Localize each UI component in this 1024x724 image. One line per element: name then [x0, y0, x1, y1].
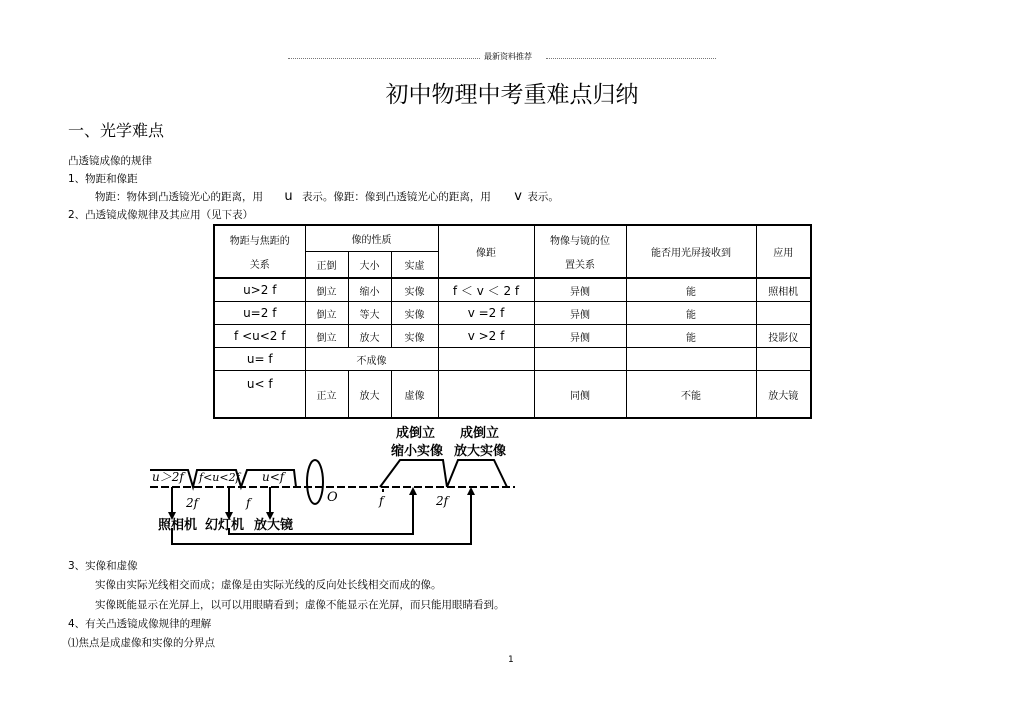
var-v: v — [514, 189, 522, 204]
item3-line2: 实像既能显示在光屏上，以可以用眼睛看到；虚像不能显示在光屏，而只能用眼睛看到。 — [95, 599, 505, 611]
arrowhead-small-image — [409, 487, 417, 495]
item4-sub1: ⑴焦点是成虚像和实像的分界点 — [68, 637, 215, 649]
header-image-distance: 像距 — [438, 225, 534, 278]
cell-size: 缩小 — [348, 278, 391, 302]
item2-heading: 2、凸透镜成像规律及其应用（见下表） — [68, 209, 254, 221]
page-title: 初中物理中考重难点归纳 — [385, 82, 639, 108]
cell-size: 放大 — [348, 325, 391, 348]
header-image-nature: 像的性质 — [305, 225, 438, 252]
zone-label-3: u<f — [262, 470, 285, 484]
cell-cond: u< f — [214, 371, 305, 419]
img-large-line1: 成倒立 — [460, 426, 500, 441]
app-camera: 照相机 — [158, 518, 198, 533]
cell-dist: v >2 f — [438, 325, 534, 348]
topic-heading: 凸透镜成像的规律 — [68, 155, 152, 167]
cell-app: 投影仪 — [756, 325, 811, 348]
header-kind: 实虚 — [391, 252, 438, 279]
header-relation-line2: 关系 — [249, 260, 270, 271]
tick-2f-left: 2f — [186, 496, 199, 510]
cell-orient: 倒立 — [305, 278, 348, 302]
zone-label-1: u＞2f — [152, 470, 184, 484]
img-large-line2: 放大实像 — [454, 444, 507, 459]
cell-kind: 实像 — [391, 278, 438, 302]
tick-f-left: f — [246, 496, 251, 510]
cell-pos: 同侧 — [534, 371, 626, 419]
img-small-line1: 成倒立 — [396, 426, 436, 441]
var-u: u — [284, 189, 293, 204]
cell-screen: 能 — [626, 278, 756, 302]
item1-heading: 1、物距和像距 — [68, 173, 138, 185]
cell-app: 放大镜 — [756, 371, 811, 419]
page-number: 1 — [508, 655, 514, 665]
zone-label-2: f<u<2f — [199, 471, 240, 484]
img-small-line2: 缩小实像 — [391, 444, 444, 459]
header-size: 大小 — [348, 252, 391, 279]
section-heading: 一、光学难点 — [68, 121, 165, 140]
arrowhead-large-image — [467, 487, 475, 495]
cell-dist: v =2 f — [438, 302, 534, 325]
item4-heading: 4、有关凸透镜成像规律的理解 — [68, 618, 212, 630]
cell-cond: u>2 f — [214, 278, 305, 302]
cell-kind: 实像 — [391, 302, 438, 325]
item1-text-c: 表示。 — [527, 191, 559, 203]
cell-pos: 异侧 — [534, 278, 626, 302]
header-screen: 能否用光屏接收到 — [626, 225, 756, 278]
header-relation-line1: 物距与焦距的 — [229, 236, 290, 247]
app-projector: 幻灯机 — [205, 518, 245, 533]
item3-heading: 3、实像和虚像 — [68, 560, 138, 572]
header-position-line2: 置关系 — [565, 260, 596, 271]
header-application: 应用 — [756, 225, 811, 278]
cell-orient: 倒立 — [305, 302, 348, 325]
item3-line1: 实像由实际光线相交而成；虚像是由实际光线的反向处长线相交而成的像。 — [95, 579, 442, 591]
cell-pos: 异侧 — [534, 325, 626, 348]
cell-screen: 不能 — [626, 371, 756, 419]
cell-dist: f ＜ v ＜ 2 f — [438, 278, 534, 302]
cell-size: 放大 — [348, 371, 391, 419]
cell-orient: 倒立 — [305, 325, 348, 348]
header-orient: 正倒 — [305, 252, 348, 279]
cell-size: 等大 — [348, 302, 391, 325]
header-position-line1: 物像与镜的位 — [550, 236, 611, 247]
cell-cond: f <u<2 f — [214, 325, 305, 348]
cell-screen: 能 — [626, 325, 756, 348]
image-zone-large — [447, 460, 507, 487]
item1-text-b: 表示。像距：像到凸透镜光心的距离，用 — [301, 191, 491, 203]
cell-app: 照相机 — [756, 278, 811, 302]
origin-label: O — [327, 490, 338, 505]
header-label: 最新资料推荐 — [484, 52, 532, 61]
item1-text-a: 物距：物体到凸透镜光心的距离，用 — [95, 191, 263, 203]
cell-kind: 实像 — [391, 325, 438, 348]
image-zone-small — [380, 460, 447, 487]
tick-f-right: f — [379, 494, 384, 508]
lens-shape — [307, 460, 323, 504]
cell-kind: 虚像 — [391, 371, 438, 419]
cell-cond: u=2 f — [214, 302, 305, 325]
cell-pos: 异侧 — [534, 302, 626, 325]
cell-cond: u= f — [214, 348, 305, 371]
cell-orient: 正立 — [305, 371, 348, 419]
cell-no-image: 不成像 — [305, 348, 438, 371]
tick-2f-right: 2f — [436, 494, 449, 508]
cell-screen: 能 — [626, 302, 756, 325]
app-magnifier: 放大镜 — [254, 518, 294, 533]
